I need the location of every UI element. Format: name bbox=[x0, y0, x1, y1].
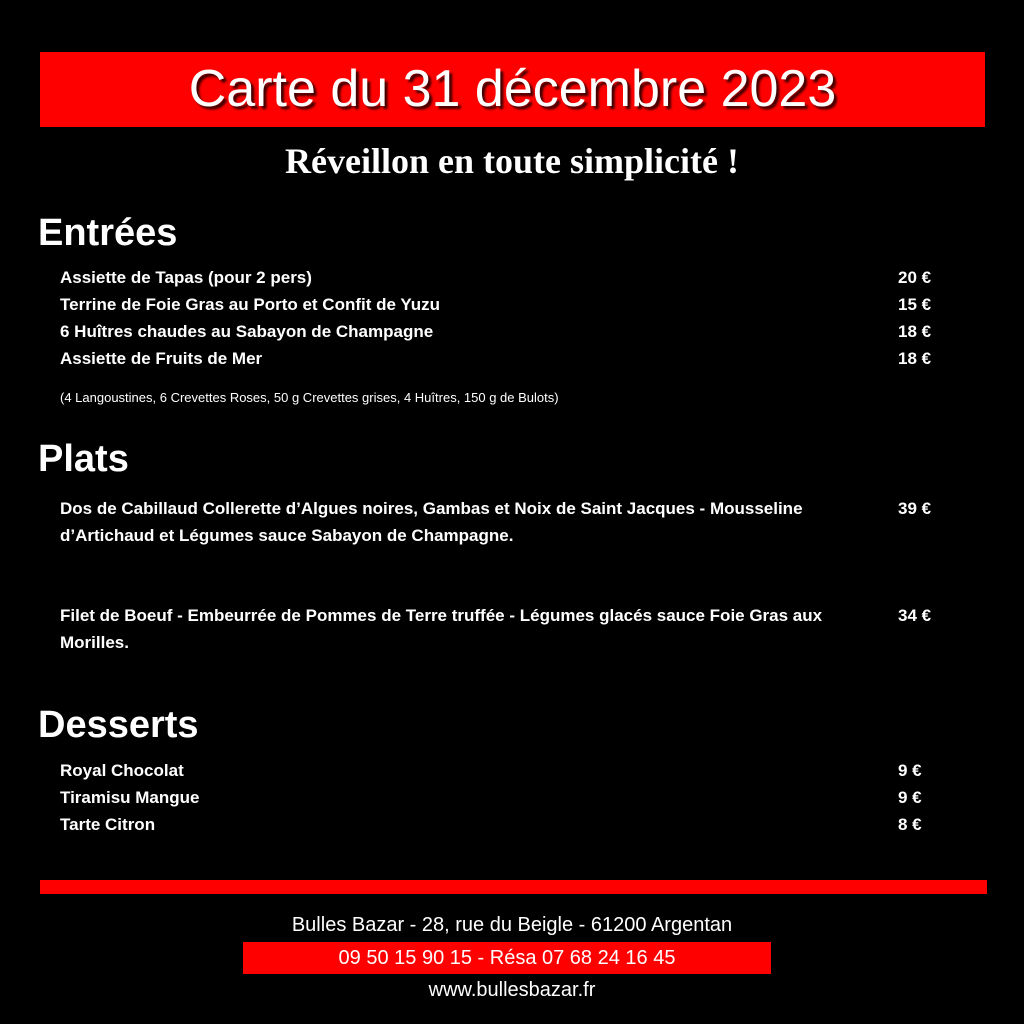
menu-item-price: 8 € bbox=[898, 815, 922, 834]
page-title: Carte du 31 décembre 2023 bbox=[188, 59, 837, 118]
menu-item-price: 39 € bbox=[898, 499, 932, 518]
menu-item-name: Royal Chocolat bbox=[60, 761, 184, 780]
section-heading-desserts: Desserts bbox=[38, 704, 199, 746]
restaurant-address: Bulles Bazar - 28, rue du Beigle - 61200 Argentan bbox=[291, 914, 733, 936]
menu-item-price: 9 € bbox=[898, 761, 922, 780]
section-heading-entrees: Entrées bbox=[38, 212, 178, 254]
menu-item-price: 18 € bbox=[898, 322, 932, 341]
menu-item-name: Tarte Citron bbox=[60, 815, 156, 834]
page-subtitle: Réveillon en toute simplicité ! bbox=[285, 141, 739, 181]
section-heading-plats: Plats bbox=[38, 438, 129, 480]
menu-item-name: Filet de Boeuf - Embeurrée de Pommes de Terre truffée - Légumes glacés sauce Foie Gras aux Morilles. bbox=[60, 606, 823, 652]
menu-item-price: 18 € bbox=[898, 349, 932, 368]
title-banner bbox=[40, 52, 985, 127]
menu-item-price: 20 € bbox=[898, 268, 932, 287]
seafood-platter-note: (4 Langoustines, 6 Crevettes Roses, 50 g Crevettes grises, 4 Huîtres, 150 g de Bulots) bbox=[60, 390, 559, 405]
menu-item-price: 9 € bbox=[898, 788, 922, 807]
website-url: www.bullesbazar.fr bbox=[428, 979, 596, 1001]
menu-item-name: Tiramisu Mangue bbox=[60, 788, 200, 807]
menu-item-price: 15 € bbox=[898, 295, 932, 314]
menu-item-name: Assiette de Fruits de Mer bbox=[60, 349, 263, 368]
phone-numbers: 09 50 15 90 15 - Résa 07 68 24 16 45 bbox=[338, 947, 676, 969]
menu-item-name: Terrine de Foie Gras au Porto et Confit de Yuzu bbox=[60, 295, 441, 314]
phone-banner bbox=[243, 942, 771, 974]
menu-item-name: 6 Huîtres chaudes au Sabayon de Champagne bbox=[60, 322, 434, 341]
footer-divider bbox=[40, 880, 987, 894]
menu-item-price: 34 € bbox=[898, 606, 932, 625]
menu-item-name: Dos de Cabillaud Collerette d’Algues noires, Gambas et Noix de Saint Jacques - Mousseline d’Artichaud et Légumes sauce Sabayon de Champagne. bbox=[60, 499, 803, 545]
menu-item-name: Assiette de Tapas (pour 2 pers) bbox=[60, 268, 312, 287]
